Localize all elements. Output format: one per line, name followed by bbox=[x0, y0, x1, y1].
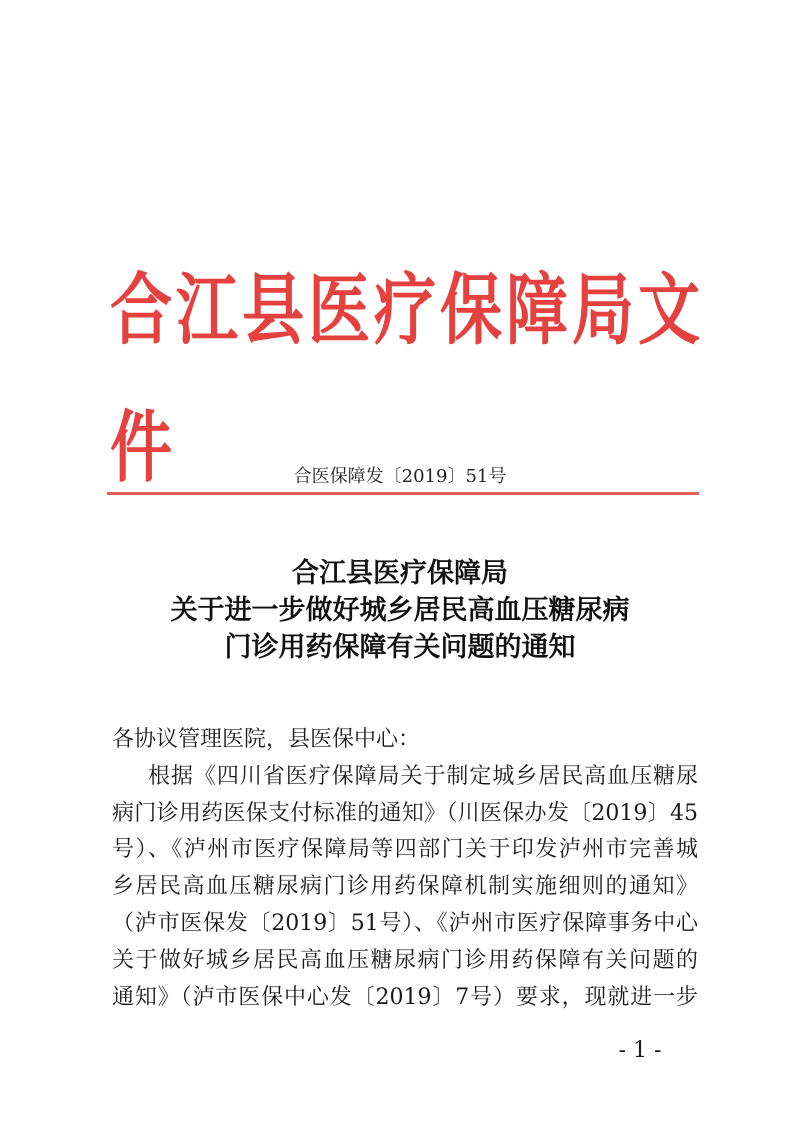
title-line: 合江县医疗保障局 bbox=[292, 558, 508, 589]
paragraph-line: 通知》（泸市医保中心发〔2019〕7号）要求，现就进一步 bbox=[112, 984, 698, 1010]
paragraph-line: 根据《四川省医疗保障局关于制定城乡居民高血压糖尿 bbox=[148, 763, 698, 789]
body-text bbox=[112, 722, 698, 1016]
salutation: 各协议管理医院，县医保中心： bbox=[112, 727, 421, 752]
paragraph-line: （泸市医保发〔2019〕51号）、《泸州市医疗保障事务中心 bbox=[112, 910, 698, 936]
paragraph-line: 病门诊用药医保支付标准的通知》（川医保办发〔2019〕45 bbox=[112, 800, 698, 826]
paragraph-line: 乡居民高血压糖尿病门诊用药保障机制实施细则的通知》 bbox=[112, 874, 698, 900]
title-line: 关于进一步做好城乡居民高血压糖尿病 bbox=[170, 595, 630, 626]
page-number: - 1 - bbox=[618, 1038, 662, 1063]
red-divider-line bbox=[107, 492, 699, 495]
paragraph-line: 关于做好城乡居民高血压糖尿病门诊用药保障有关问题的 bbox=[112, 947, 698, 973]
notice-title bbox=[0, 555, 800, 666]
paragraph-line: 号）、《泸州市医疗保障局等四部门关于印发泸州市完善城 bbox=[112, 837, 698, 863]
document-number: 合医保障发〔2019〕51号 bbox=[293, 466, 507, 487]
document-header-title: 合江县医疗保障局文件 bbox=[110, 263, 700, 493]
title-line: 门诊用药保障有关问题的通知 bbox=[224, 632, 576, 663]
